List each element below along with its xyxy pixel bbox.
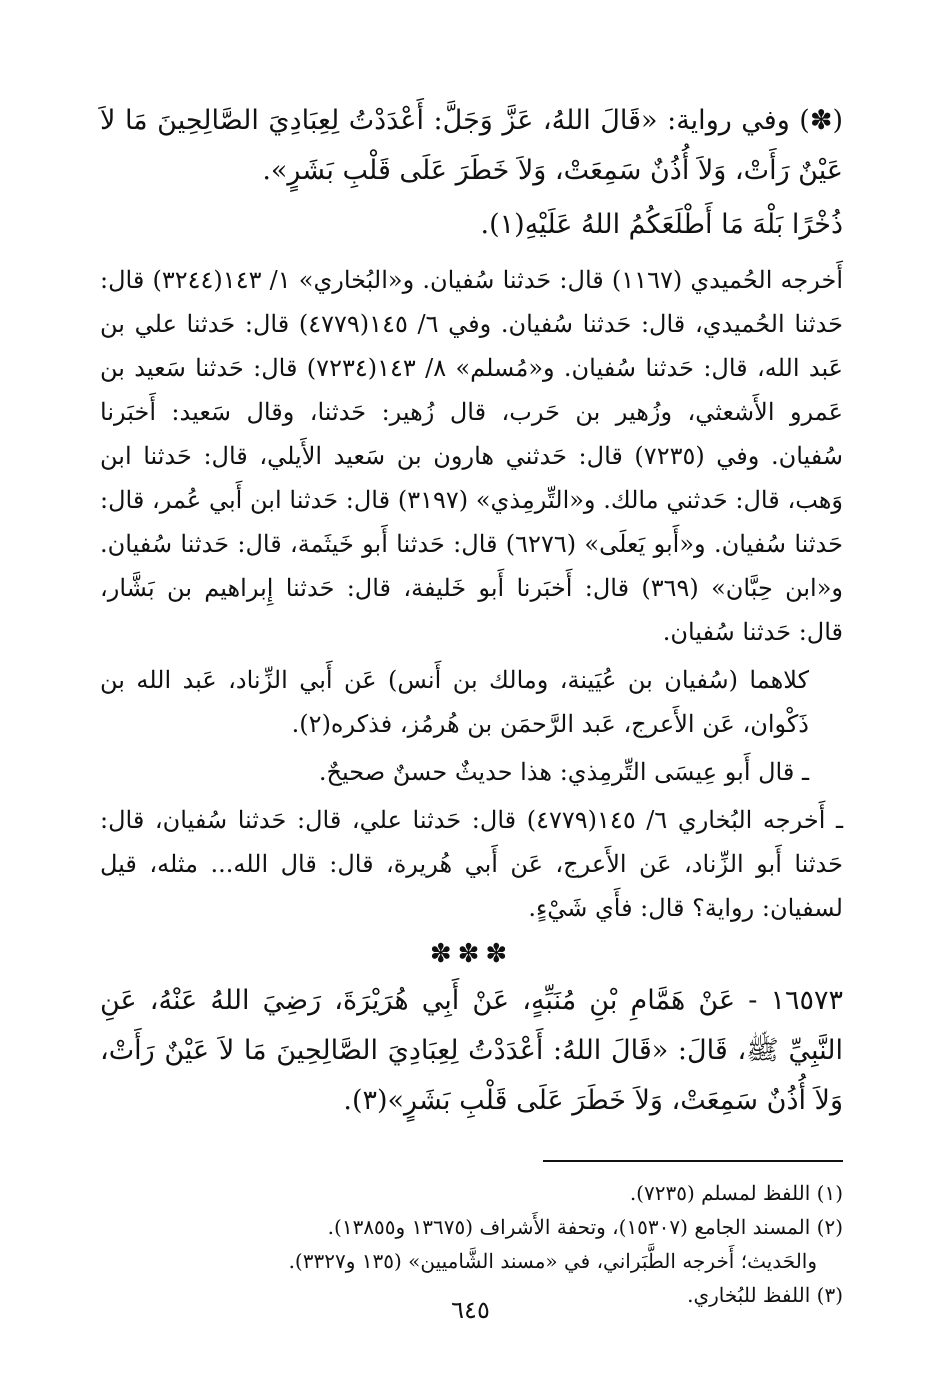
takhrij-paragraph: أَخرجه الحُميدي (١١٦٧) قال: حَدثنا سُفيان. و«البُخاري» ١/ ١٤٣(٣٢٤٤) قال: حَدثنا الحُميدي، قال: حَدثنا سُفيان. وفي ٦/ ١٤٥(٤٧٧٩) قال: حَدثنا علي بن عَبد الله، قال: حَدثنا سُفيان. و«مُسلم» ٨/ ١٤٣(٧٢٣٤) قال: حَدثنا سَعيد بن عَمرو الأَشعثي، وزُهير بن حَرب، قال زُهير: حَدثنا، وقال سَعيد: أَخبَرنا سُفيان. وفي (٧٢٣٥) قال: حَدثني هارون بن سَعيد الأَيلي، قال: حَدثنا ابن وَهب، قال: حَدثني مالك. و«التِّرمِذي» (٣١٩٧) قال: حَدثنا ابن أَبي عُمر، قال: حَدثنا سُفيان. و«أَبو يَعلَى» (٦٢٧٦) قال: حَدثنا أَبو خَيثَمة، قال: حَدثنا سُفيان. و«ابن حِبَّان» (٣٦٩) قال: أَخبَرنا أَبو خَليفة، قال: حَدثنا إِبراهيم بن بَشَّار، قال: حَدثنا سُفيان. [100,266,844,646]
bukhari-note-paragraph: ـ أَخرجه البُخاري ٦/ ١٤٥(٤٧٧٩) قال: حَدثنا علي، قال: حَدثنا سُفيان، قال: حَدثنا أَبو الزِّناد، عَن الأَعرج، عَن أَبي هُريرة، قال: قال الله... مثله، قيل لسفيان: رواية؟ قال: فأَي شَيْءٍ. [100,806,844,922]
footnote-1: (١) اللفظ لمسلم (٧٢٣٥). [629,1181,843,1205]
page-number: ٦٤٥ [451,1296,490,1324]
footnote-2: (٢) المسند الجامع (١٥٣٠٧)، وتحفة الأَشراف (١٣٦٧٥ و١٣٨٥٥). [327,1215,843,1239]
footnote-2-continuation: والحَديث؛ أَخرجه الطَّبَراني، في «مسند الشَّاميين» (١٣٥ و٣٣٢٧). [288,1249,817,1273]
tirmidhi-grading: ـ قال أَبو عِيسَى التِّرمِذي: هذا حديثٌ حسنٌ صحيحٌ. [318,758,809,786]
hadith-variant-text: (✽) وفي رواية: «قَالَ اللهُ، عَزَّ وَجَلَّ: أَعْدَدْتُ لِعِبَادِيَ الصَّالِحِينَ مَا لاَ عَيْنٌ رَأَتْ، وَلاَ أُذُنٌ سَمِعَتْ، وَلاَ خَطَرَ عَلَى قَلْبِ بَشَرٍ». [100,105,843,186]
footnote-divider [543,1160,843,1162]
hadith-variant-continuation: ذُخْرًا بَلْهَ مَا أَطْلَعَكُمُ اللهُ عَلَيْهِ(١). [480,209,843,240]
section-separator: ✽✽✽ [429,939,514,969]
hadith-main-text: ١٦٥٧٣ - عَنْ هَمَّامِ بْنِ مُنَبِّهٍ، عَنْ أَبِي هُرَيْرَةَ، رَضِيَ اللهُ عَنْهُ، عَنِ النَّبِيِّ ﷺ، قَالَ: «قَالَ اللهُ: أَعْدَدْتُ لِعِبَادِيَ الصَّالِحِينَ مَا لاَ عَيْنٌ رَأَتْ، وَلاَ أُذُنٌ سَمِعَتْ، وَلاَ خَطَرَ عَلَى قَلْبِ بَشَرٍ»(٣). [100,985,843,1116]
footnote-3: (٣) اللفظ للبُخاري. [687,1283,843,1307]
chain-summary-paragraph: كلاهما (سُفيان بن عُيَينة، ومالك بن أَنس) عَن أَبي الزِّناد، عَبد الله بن ذَكْوان، عَن الأَعرج، عَبد الرَّحمَن بن هُرمُز، فذكره(٢). [100,666,809,738]
